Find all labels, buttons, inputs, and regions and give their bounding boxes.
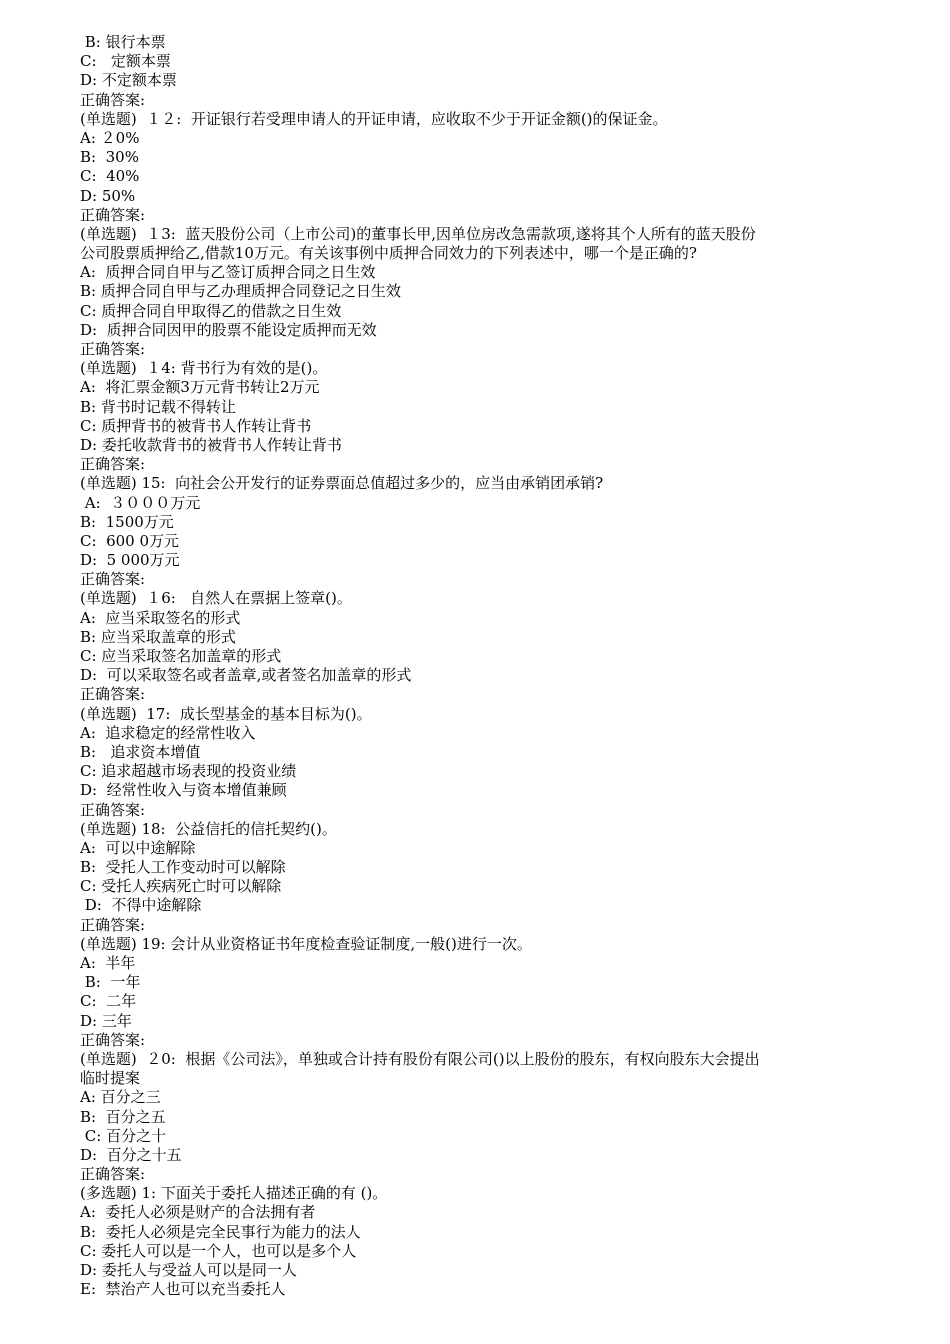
- text-line: B: 追求资本增值: [80, 742, 201, 761]
- text-line: C: 40%: [80, 167, 140, 186]
- text-line: B: 背书时记载不得转让: [80, 397, 236, 416]
- text-line: B: 银行本票: [80, 33, 166, 51]
- text-line: A: 追求稳定的经常性收入: [80, 723, 256, 742]
- text-line: C: 质押背书的被背书人作转让背书: [80, 416, 312, 435]
- text-line: 正确答案:: [80, 1030, 146, 1049]
- text-line: C: 质押合同自甲取得乙的借款之日生效: [80, 301, 342, 320]
- text-line: 正确答案:: [80, 90, 146, 109]
- text-line: A: 将汇票金额3万元背书转让2万元: [80, 378, 320, 397]
- text-line: D: 不得中途解除: [80, 896, 202, 915]
- text-line: D: 5 000万元: [80, 551, 180, 570]
- text-line: (单选题) １6: 自然人在票据上签章()。: [80, 589, 352, 608]
- text-line: B: 1500万元: [80, 512, 174, 531]
- text-line: 公司股票质押给乙,借款10万元。有关该事例中质押合同效力的下列表述中，哪一个是正确的?: [80, 244, 697, 263]
- text-line: D: 不定额本票: [80, 71, 177, 90]
- text-line: A: ２0%: [80, 128, 140, 147]
- text-line: (单选题) １２: 开证银行若受理申请人的开证申请，应收取不少于开证金额()的保证金。: [80, 109, 668, 128]
- text-line: E: 禁治产人也可以充当委托人: [80, 1280, 286, 1299]
- text-line: C: 应当采取签名加盖章的形式: [80, 647, 282, 665]
- text-line: C: 百分之十: [80, 1126, 167, 1145]
- text-line: A: 应当采取签名的形式: [80, 608, 241, 627]
- text-line: B: 一年: [80, 973, 141, 992]
- text-line: 正确答案:: [80, 340, 146, 358]
- text-line: (单选题) ２0: 根据《公司法》，单独或合计持有股份有限公司()以上股份的股东，有权向股东大会提出: [80, 1049, 760, 1068]
- text-line: D: 委托收款背书的被背书人作转让背书: [80, 435, 342, 454]
- text-line: 正确答案:: [80, 205, 146, 224]
- text-line: B: 30%: [80, 148, 139, 167]
- text-line: (单选题) 18: 公益信托的信托契约()。: [80, 819, 337, 838]
- text-line: A: 百分之三: [80, 1088, 161, 1107]
- text-line: C: 定额本票: [80, 52, 171, 71]
- text-line: 正确答案:: [80, 570, 146, 589]
- text-line: C: 委托人可以是一个人，也可以是多个人: [80, 1241, 357, 1260]
- text-line: (单选题) 19: 会计从业资格证书年度检查验证制度,一般()进行一次。: [80, 934, 532, 953]
- document-body: [80, 33, 880, 1299]
- text-line: A: 半年: [80, 954, 136, 972]
- text-line: (单选题) 15: 向社会公开发行的证券票面总值超过多少的，应当由承销团承销?: [80, 474, 604, 493]
- text-line: B: 委托人必须是完全民事行为能力的法人: [80, 1222, 361, 1241]
- text-line: A: 可以中途解除: [80, 838, 196, 857]
- text-line: D: 百分之十五: [80, 1145, 182, 1164]
- text-line: A: ３０００万元: [80, 493, 201, 512]
- text-line: D: 质押合同因甲的股票不能设定质押而无效: [80, 320, 377, 339]
- text-line: B: 百分之五: [80, 1107, 166, 1126]
- text-line: 正确答案:: [80, 800, 146, 819]
- text-line: D: 委托人与受益人可以是同一人: [80, 1261, 297, 1279]
- text-line: D: 三年: [80, 1011, 132, 1030]
- text-line: (单选题) １4: 背书行为有效的是()。: [80, 359, 328, 378]
- text-line: A: 委托人必须是财产的合法拥有者: [80, 1203, 316, 1222]
- text-line: A: 质押合同自甲与乙签订质押合同之日生效: [80, 263, 376, 282]
- text-line: B: 受托人工作变动时可以解除: [80, 858, 286, 877]
- text-line: B: 应当采取盖章的形式: [80, 627, 236, 646]
- text-line: D: 50%: [80, 186, 136, 205]
- text-line: (单选题) 17: 成长型基金的基本目标为()。: [80, 704, 372, 723]
- text-line: 正确答案:: [80, 915, 146, 934]
- text-line: C: 600 0万元: [80, 531, 180, 550]
- text-line: 正确答案:: [80, 455, 146, 474]
- text-line: C: 二年: [80, 992, 137, 1011]
- text-line: (多选题) 1: 下面关于委托人描述正确的有 ()。: [80, 1184, 388, 1203]
- text-line: C: 受托人疾病死亡时可以解除: [80, 877, 282, 896]
- text-line: D: 可以采取签名或者盖章,或者签名加盖章的形式: [80, 666, 412, 685]
- text-line: B: 质押合同自甲与乙办理质押合同登记之日生效: [80, 282, 401, 301]
- text-line: 临时提案: [80, 1069, 141, 1088]
- text-line: 正确答案:: [80, 1165, 146, 1184]
- text-line: D: 经常性收入与资本增值兼顾: [80, 781, 287, 800]
- text-line: 正确答案:: [80, 685, 146, 704]
- text-line: (单选题) １3: 蓝天股份公司（上市公司)的董事长甲,因单位房改急需款项,遂将其个人所有的蓝天股份: [80, 224, 756, 243]
- text-line: C: 追求超越市场表现的投资业绩: [80, 762, 297, 781]
